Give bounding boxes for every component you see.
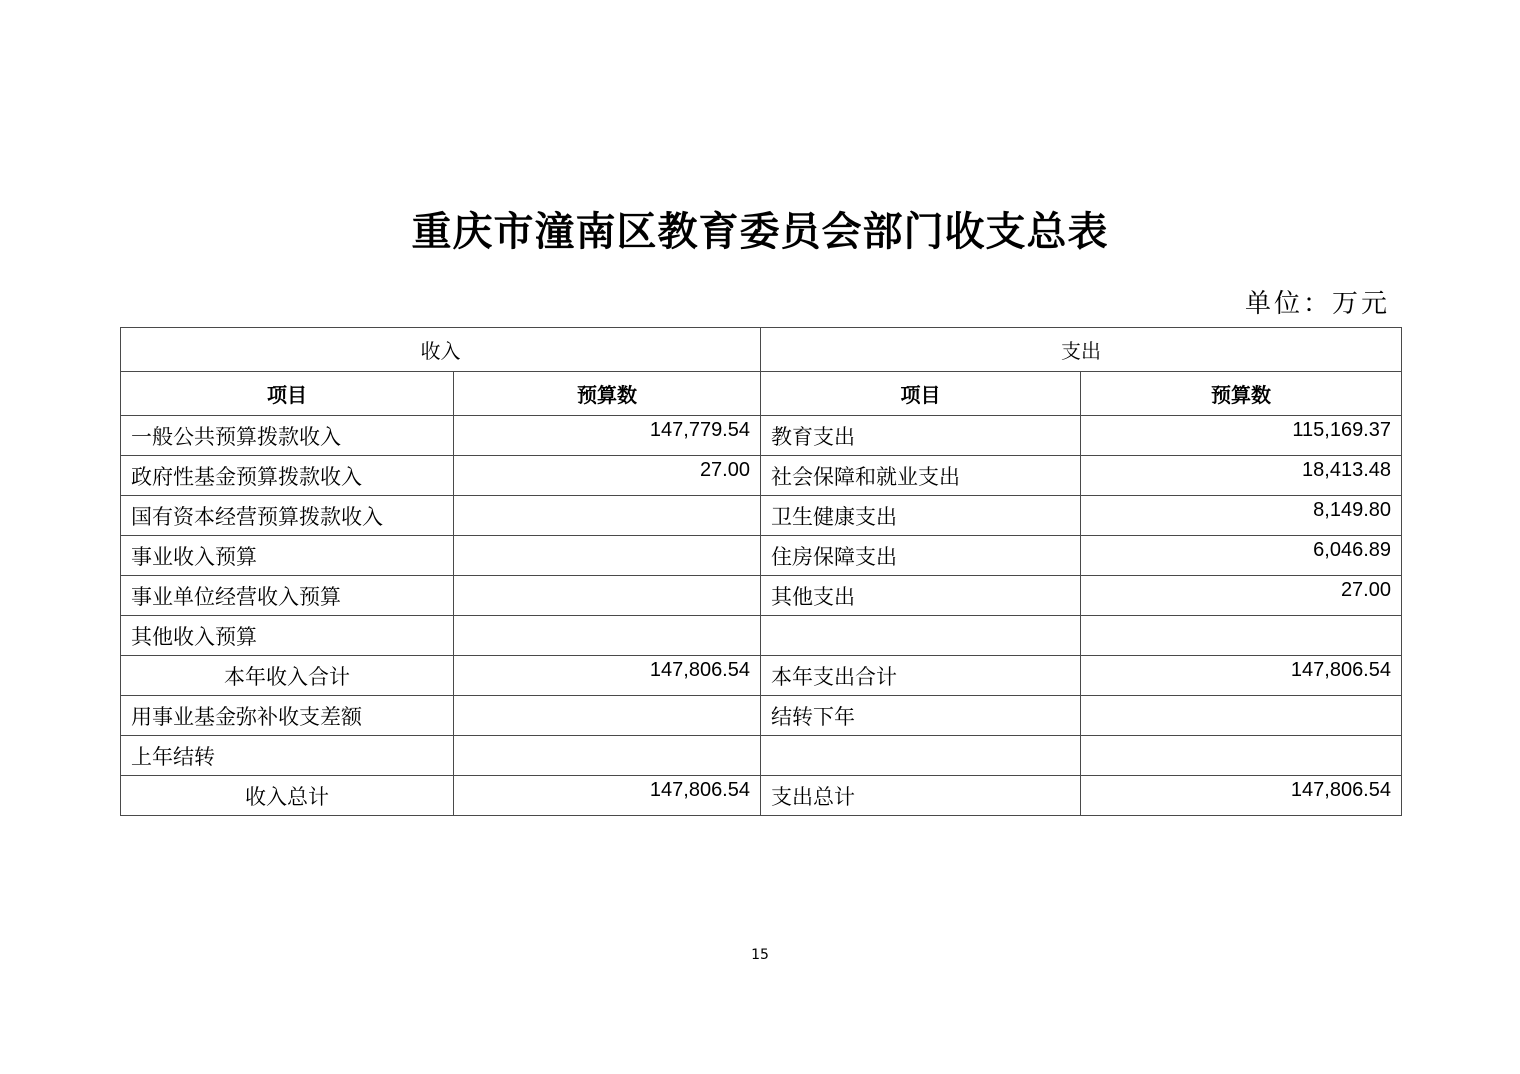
income-group-header: 收入 [121, 328, 761, 372]
expense-item: 结转下年 [761, 696, 1081, 736]
table-row [121, 576, 1402, 616]
income-total-label: 收入总计 [121, 776, 454, 816]
expense-item: 其他支出 [761, 576, 1081, 616]
income-amount-header: 预算数 [454, 372, 761, 416]
income-item: 其他收入预算 [121, 616, 454, 656]
table-row [121, 456, 1402, 496]
income-amount: 147,806.54 [454, 656, 761, 696]
budget-summary-table [120, 327, 1402, 816]
income-item: 事业单位经营收入预算 [121, 576, 454, 616]
expense-total-label: 支出总计 [761, 776, 1081, 816]
income-item-header: 项目 [121, 372, 454, 416]
expense-amount: 27.00 [1081, 576, 1402, 616]
income-item: 上年结转 [121, 736, 454, 776]
table-row [121, 656, 1402, 696]
expense-amount: 115,169.37 [1081, 416, 1402, 456]
expense-item [761, 616, 1081, 656]
expense-item-header: 项目 [761, 372, 1081, 416]
table-row [121, 616, 1402, 656]
expense-amount: 6,046.89 [1081, 536, 1402, 576]
expense-item [761, 736, 1081, 776]
table-row [121, 736, 1402, 776]
expense-amount: 18,413.48 [1081, 456, 1402, 496]
expense-group-header: 支出 [761, 328, 1402, 372]
expense-item: 社会保障和就业支出 [761, 456, 1081, 496]
income-item: 用事业基金弥补收支差额 [121, 696, 454, 736]
income-subtotal-label: 本年收入合计 [121, 656, 454, 696]
expense-amount [1081, 736, 1402, 776]
income-item: 一般公共预算拨款收入 [121, 416, 454, 456]
expense-amount-header: 预算数 [1081, 372, 1402, 416]
income-amount [454, 736, 761, 776]
income-amount [454, 576, 761, 616]
income-amount [454, 696, 761, 736]
income-amount: 27.00 [454, 456, 761, 496]
income-amount [454, 616, 761, 656]
expense-amount: 8,149.80 [1081, 496, 1402, 536]
table-row [121, 776, 1402, 816]
expense-item: 卫生健康支出 [761, 496, 1081, 536]
income-amount [454, 496, 761, 536]
page-title: 重庆市潼南区教育委员会部门收支总表 [411, 208, 1109, 255]
income-item: 政府性基金预算拨款收入 [121, 456, 454, 496]
table-row [121, 416, 1402, 456]
expense-subtotal-label: 本年支出合计 [761, 656, 1081, 696]
page-number: 15 [751, 947, 769, 963]
expense-amount: 147,806.54 [1081, 776, 1402, 816]
table-row [121, 696, 1402, 736]
column-header-row [121, 372, 1402, 416]
income-item: 国有资本经营预算拨款收入 [121, 496, 454, 536]
income-amount: 147,806.54 [454, 776, 761, 816]
expense-item: 住房保障支出 [761, 536, 1081, 576]
expense-item: 教育支出 [761, 416, 1081, 456]
income-amount [454, 536, 761, 576]
income-item: 事业收入预算 [121, 536, 454, 576]
group-header-row [121, 328, 1402, 372]
table-row [121, 536, 1402, 576]
expense-amount [1081, 616, 1402, 656]
income-amount: 147,779.54 [454, 416, 761, 456]
expense-amount: 147,806.54 [1081, 656, 1402, 696]
expense-amount [1081, 696, 1402, 736]
unit-label: 单位：万元 [1244, 289, 1390, 319]
table-row [121, 496, 1402, 536]
